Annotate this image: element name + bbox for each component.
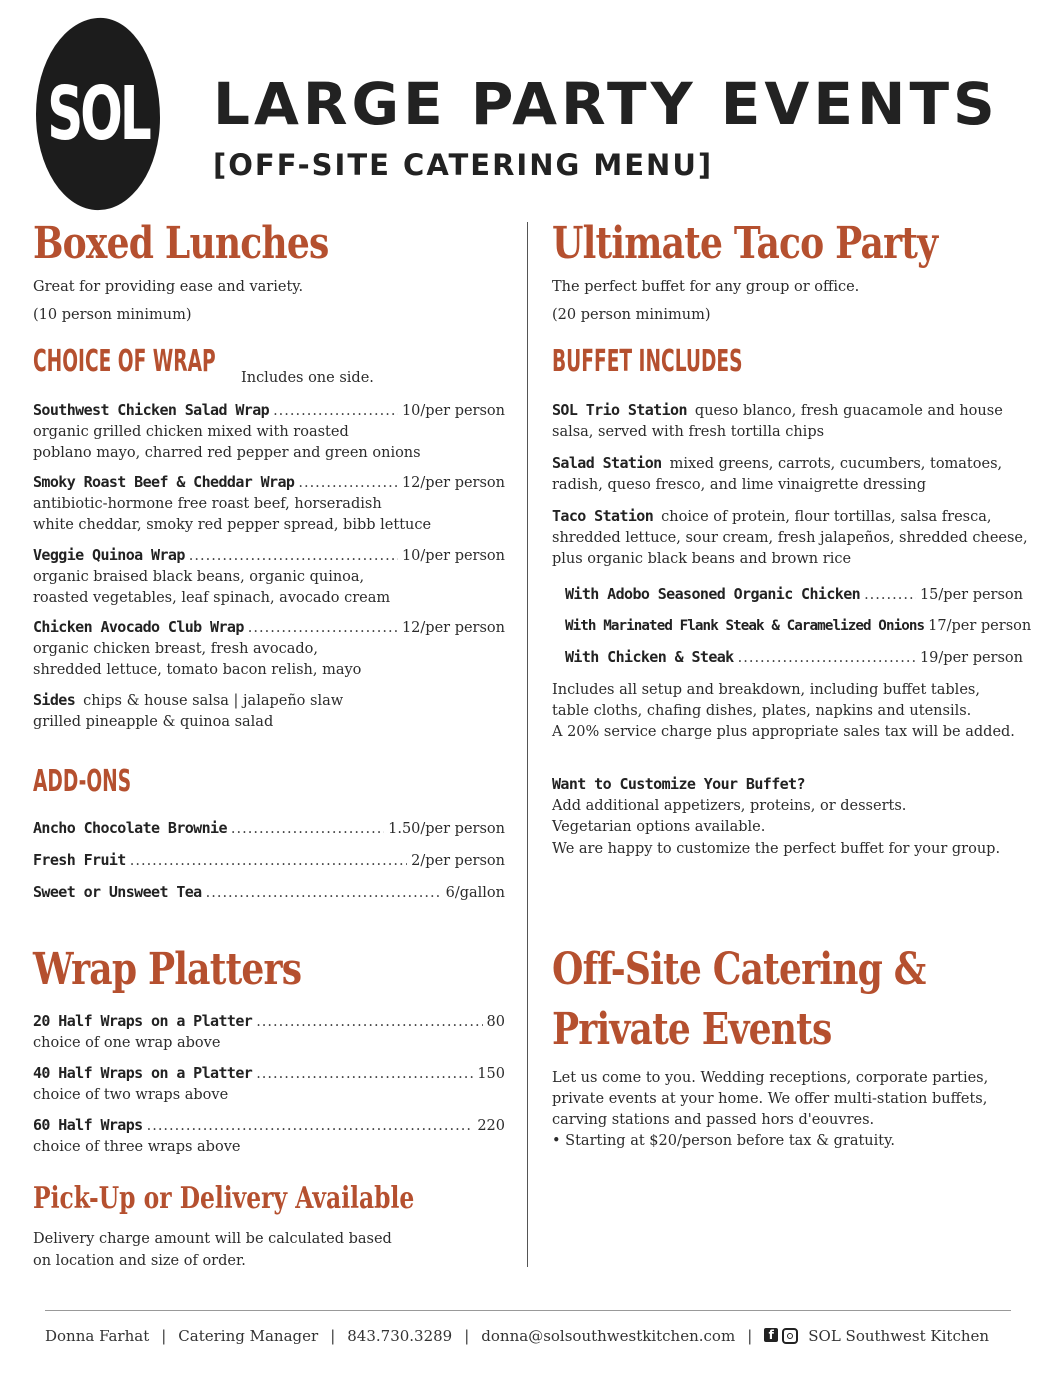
- platter-item: [33, 1063, 505, 1106]
- customize-line: We are happy to customize the perfect buffet for your group.: [552, 841, 1001, 857]
- addon-item: [33, 850, 505, 872]
- wrap-desc: organic braised black beans, organic quinoa,: [33, 569, 365, 585]
- station-desc: shredded lettuce, sour cream, fresh jalapeños, shredded cheese,: [552, 530, 1028, 546]
- page-title: LARGE PARTY EVENTS: [213, 70, 999, 138]
- addons-heading: ADD-ONS: [33, 764, 132, 799]
- addon-name: Sweet or Unsweet Tea: [33, 883, 202, 901]
- addon-price: 2/per person: [411, 853, 505, 869]
- column-divider: [527, 222, 528, 1267]
- taco-party-tagline: The perfect buffet for any group or office.: [552, 279, 860, 295]
- station-desc: plus organic black beans and brown rice: [552, 551, 852, 567]
- option-name: With Adobo Seasoned Organic Chicken: [565, 585, 861, 603]
- offsite-line: Let us come to you. Wedding receptions, corporate parties,: [552, 1070, 989, 1086]
- social-handle: SOL Southwest Kitchen: [808, 1327, 990, 1345]
- taco-party-minimum: (20 person minimum): [552, 307, 711, 323]
- platter-item: [33, 1011, 505, 1054]
- setup-line: Includes all setup and breakdown, including buffet tables,: [552, 682, 980, 698]
- contact-phone[interactable]: 843.730.3289: [347, 1327, 453, 1345]
- sides: [33, 690, 505, 733]
- station-desc: choice of protein, flour tortillas, salsa fresca,: [661, 509, 992, 525]
- platter-price: 220: [477, 1118, 505, 1134]
- contact-name: Donna Farhat: [45, 1327, 150, 1345]
- addon-item: [33, 882, 505, 904]
- option-name: With Marinated Flank Steak & Caramelized Onions: [565, 618, 925, 634]
- wrap-name: Smoky Roast Beef & Cheddar Wrap: [33, 473, 295, 491]
- platter-desc: choice of one wrap above: [33, 1035, 221, 1051]
- pickup-line: on location and size of order.: [33, 1253, 246, 1269]
- wrap-desc: roasted vegetables, leaf spinach, avocado cream: [33, 590, 391, 606]
- platter-price: 150: [477, 1066, 505, 1082]
- wrap-price: 12/per person: [401, 620, 505, 636]
- wrap-price: 12/per person: [401, 475, 505, 491]
- pickup-line: Delivery charge amount will be calculated based: [33, 1231, 392, 1247]
- addon-name: Fresh Fruit: [33, 851, 126, 869]
- boxed-lunches-title: Boxed Lunches: [33, 218, 329, 269]
- footer-separator: |: [747, 1327, 753, 1345]
- station-desc: queso blanco, fresh guacamole and house: [694, 403, 1003, 419]
- addon-item: [33, 818, 505, 840]
- offsite-line: • Starting at $20/person before tax & gratuity.: [552, 1133, 895, 1149]
- platter-price: 80: [486, 1014, 505, 1030]
- option-price: 15/per person: [919, 587, 1023, 603]
- facebook-icon[interactable]: f: [764, 1328, 778, 1342]
- wrap-item: [33, 545, 505, 609]
- contact-role: Catering Manager: [178, 1327, 319, 1345]
- offsite-title-line1: Off-Site Catering &: [552, 944, 926, 995]
- wrap-item: [33, 617, 505, 681]
- footer-divider: [45, 1310, 1011, 1311]
- platter-desc: choice of three wraps above: [33, 1139, 241, 1155]
- option-name: With Chicken & Steak: [565, 648, 734, 666]
- boxed-lunches-minimum: (10 person minimum): [33, 307, 192, 323]
- instagram-icon[interactable]: [782, 1328, 798, 1344]
- taco-option: [565, 584, 1023, 606]
- wrap-name: Veggie Quinoa Wrap: [33, 546, 185, 564]
- customize-line: Vegetarian options available.: [552, 819, 766, 835]
- station-desc: mixed greens, carrots, cucumbers, tomatoes,: [669, 456, 1003, 472]
- customize-line: Add additional appetizers, proteins, or desserts.: [552, 798, 907, 814]
- footer-separator: |: [161, 1327, 167, 1345]
- station-item: [552, 400, 1027, 443]
- choice-of-wrap-heading: CHOICE OF WRAP: [33, 344, 216, 379]
- footer: [45, 1327, 1011, 1345]
- wrap-price: 10/per person: [401, 548, 505, 564]
- offsite-line: carving stations and passed hors d'eouvres.: [552, 1112, 875, 1128]
- platter-desc: choice of two wraps above: [33, 1087, 229, 1103]
- sides-line: chips & house salsa | jalapeño slaw: [83, 693, 344, 709]
- station-item: [552, 453, 1027, 496]
- wrap-desc: organic chicken breast, fresh avocado,: [33, 641, 318, 657]
- boxed-lunches-tagline: Great for providing ease and variety.: [33, 279, 304, 295]
- station-desc: radish, queso fresco, and lime vinaigrette dressing: [552, 477, 926, 493]
- taco-option: [565, 616, 1032, 637]
- page-subtitle: [OFF-SITE CATERING MENU]: [213, 148, 714, 182]
- wrap-platters-title: Wrap Platters: [33, 944, 302, 995]
- wrap-name: Chicken Avocado Club Wrap: [33, 618, 244, 636]
- contact-email[interactable]: donna@solsouthwestkitchen.com: [481, 1327, 736, 1345]
- platter-item: [33, 1115, 505, 1158]
- option-price: 19/per person: [919, 650, 1023, 666]
- station-desc: salsa, served with fresh tortilla chips: [552, 424, 825, 440]
- wrap-desc: organic grilled chicken mixed with roasted: [33, 424, 349, 440]
- station-label: Salad Station: [552, 454, 662, 472]
- wrap-item: [33, 472, 505, 536]
- wrap-price: 10/per person: [401, 403, 505, 419]
- wrap-desc: antibiotic-hormone free roast beef, horseradish: [33, 496, 382, 512]
- taco-option: [565, 647, 1023, 669]
- social-icons: [764, 1328, 798, 1344]
- addon-price: 1.50/per person: [388, 821, 505, 837]
- taco-party-title: Ultimate Taco Party: [552, 218, 938, 269]
- wrap-note: Includes one side.: [241, 370, 374, 386]
- offsite-title-line2: Private Events: [552, 1004, 832, 1055]
- sides-label: Sides: [33, 691, 76, 709]
- footer-separator: |: [330, 1327, 336, 1345]
- station-label: Taco Station: [552, 507, 654, 525]
- wrap-item: [33, 400, 505, 464]
- pickup-heading: Pick-Up or Delivery Available: [33, 1181, 415, 1216]
- platter-name: 40 Half Wraps on a Platter: [33, 1064, 253, 1082]
- footer-separator: |: [464, 1327, 470, 1345]
- station-item: [552, 506, 1027, 570]
- station-label: SOL Trio Station: [552, 401, 687, 419]
- addon-price: 6/gallon: [445, 885, 505, 901]
- wrap-desc: poblano mayo, charred red pepper and green onions: [33, 445, 421, 461]
- sides-line: grilled pineapple & quinoa salad: [33, 714, 274, 730]
- setup-line: A 20% service charge plus appropriate sales tax will be added.: [552, 724, 1015, 740]
- customize-heading: Want to Customize Your Buffet?: [552, 775, 805, 793]
- addon-name: Ancho Chocolate Brownie: [33, 819, 227, 837]
- buffet-includes-heading: BUFFET INCLUDES: [552, 344, 743, 379]
- wrap-desc: white cheddar, smoky red pepper spread, bibb lettuce: [33, 517, 432, 533]
- wrap-desc: shredded lettuce, tomato bacon relish, mayo: [33, 662, 362, 678]
- setup-line: table cloths, chafing dishes, plates, napkins and utensils.: [552, 703, 972, 719]
- wrap-name: Southwest Chicken Salad Wrap: [33, 401, 270, 419]
- sol-logo: SOL: [36, 18, 160, 210]
- platter-name: 60 Half Wraps: [33, 1116, 143, 1134]
- option-price: 17/per person: [928, 618, 1032, 634]
- platter-name: 20 Half Wraps on a Platter: [33, 1012, 253, 1030]
- offsite-line: private events at your home. We offer multi-station buffets,: [552, 1091, 988, 1107]
